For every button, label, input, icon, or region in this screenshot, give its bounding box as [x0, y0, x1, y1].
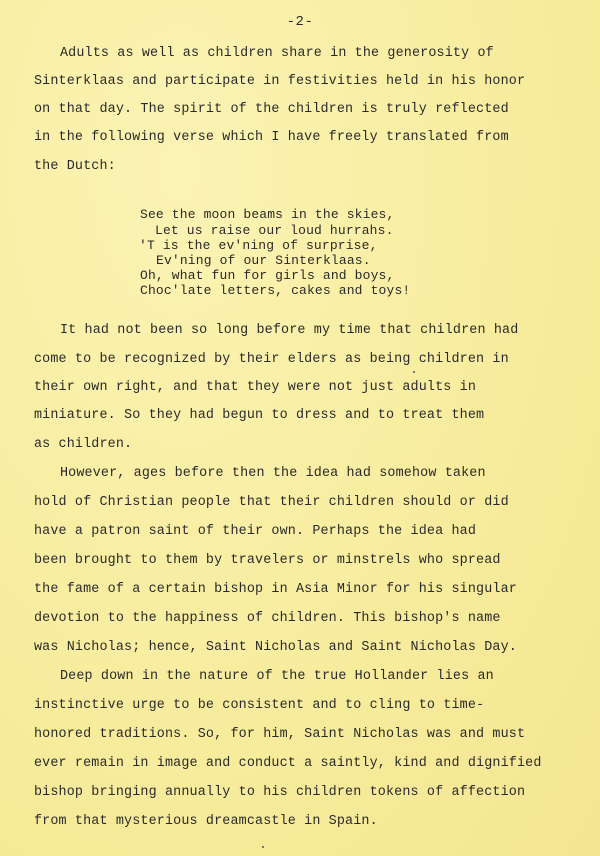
verse-line: 'T is the ev'ning of surprise, — [139, 238, 378, 253]
text-line: the Dutch: — [34, 159, 116, 174]
verse-line: Ev'ning of our Sinterklaas. — [156, 253, 371, 268]
verse-line: See the moon beams in the skies, — [140, 207, 395, 222]
text-line: on that day. The spirit of the children is truly reflected — [34, 102, 509, 117]
text-line: from that mysterious dreamcastle in Spain. — [34, 814, 378, 829]
paper-speck — [413, 371, 415, 373]
text-line: bishop bringing annually to his children tokens of affection — [34, 785, 526, 800]
text-line: their own right, and that they were not just adults in — [34, 380, 477, 395]
text-line: have a patron saint of their own. Perhaps the idea had — [34, 524, 477, 539]
text-line: Sinterklaas and participate in festivities held in his honor — [34, 74, 526, 89]
text-line: instinctive urge to be consistent and to cling to time- — [34, 698, 485, 713]
text-line: honored traditions. So, for him, Saint Nicholas was and must — [34, 727, 526, 742]
text-line: the fame of a certain bishop in Asia Minor for his singular — [34, 582, 517, 597]
text-line: as children. — [34, 437, 133, 452]
text-line: in the following verse which I have freely translated from — [34, 130, 509, 145]
text-line: was Nicholas; hence, Saint Nicholas and Saint Nicholas Day. — [34, 640, 517, 655]
text-line: However, ages before then the idea had somehow taken — [60, 466, 486, 481]
text-line: ever remain in image and conduct a saintly, kind and dignified — [34, 756, 542, 771]
text-line: devotion to the happiness of children. This bishop's name — [34, 611, 501, 626]
verse-line: Choc'late letters, cakes and toys! — [140, 283, 411, 298]
paper-speck — [262, 846, 264, 848]
text-line: miniature. So they had begun to dress and to treat them — [34, 408, 485, 423]
text-line: come to be recognized by their elders as being children in — [34, 352, 509, 367]
text-line: been brought to them by travelers or minstrels who spread — [34, 553, 501, 568]
text-line: Deep down in the nature of the true Hollander lies an — [60, 669, 494, 684]
verse-line: Let us raise our loud hurrahs. — [155, 223, 394, 238]
text-line: hold of Christian people that their children should or did — [34, 495, 509, 510]
text-line: Adults as well as children share in the generosity of — [60, 46, 494, 61]
verse-line: Oh, what fun for girls and boys, — [140, 268, 395, 283]
text-line: It had not been so long before my time that children had — [60, 323, 519, 338]
page-number: -2- — [286, 14, 314, 30]
